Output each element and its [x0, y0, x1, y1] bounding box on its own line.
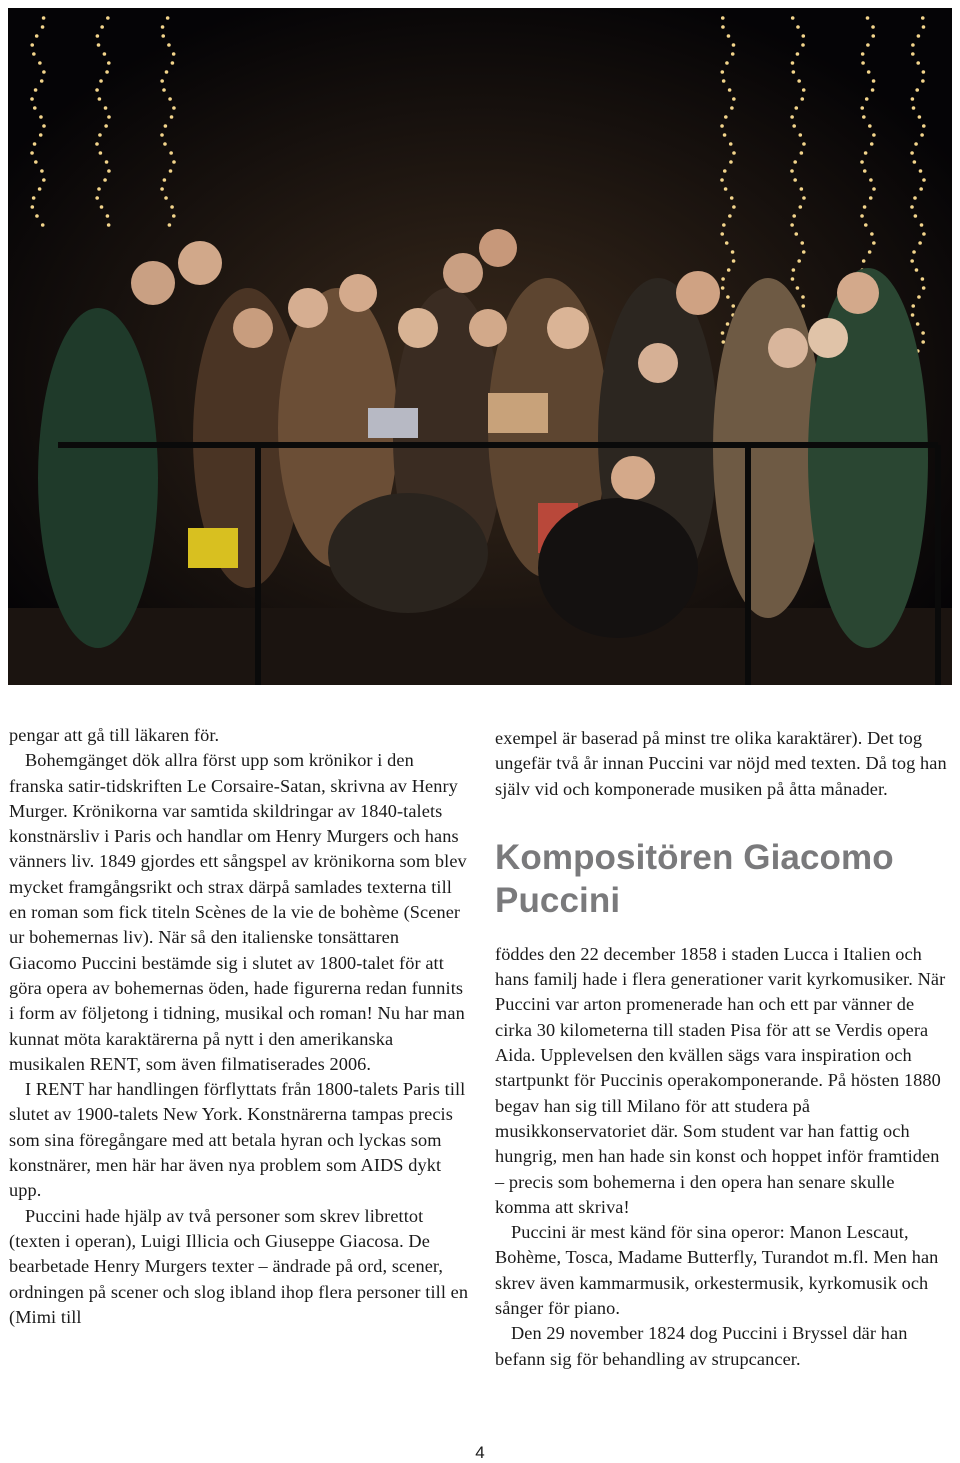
light-bulb [40, 169, 44, 173]
light-bulb [33, 106, 37, 110]
light-bulb [728, 214, 732, 218]
light-bulb [170, 205, 174, 209]
light-bulb [722, 223, 726, 227]
light-bulb [97, 43, 101, 47]
light-bulb [872, 133, 876, 137]
light-bulb [161, 34, 165, 38]
light-bulb [40, 79, 44, 83]
light-bulb [792, 214, 796, 218]
light-bulb [103, 52, 107, 56]
light-bulb [792, 70, 796, 74]
light-bulb [921, 79, 925, 83]
light-bulb [41, 223, 45, 227]
light-bulb [721, 286, 725, 290]
light-bulb [922, 70, 926, 74]
light-bulb [42, 124, 46, 128]
light-bulb [160, 187, 164, 191]
light-bulb [802, 88, 806, 92]
light-bulb [866, 43, 870, 47]
light-bulb [731, 304, 735, 308]
light-bulb [913, 196, 917, 200]
light-bulb [863, 205, 867, 209]
light-bulb [168, 223, 172, 227]
light-bulb [793, 160, 797, 164]
light-bulb [720, 70, 724, 74]
light-bulb [172, 214, 176, 218]
light-bulb [42, 178, 46, 182]
light-bulb [95, 88, 99, 92]
light-bulb [99, 151, 103, 155]
light-bulb [801, 304, 805, 308]
light-bulb [800, 187, 804, 191]
light-bulb [914, 214, 918, 218]
paragraph: pengar att gå till läkaren för. [9, 725, 220, 745]
light-bulb [163, 142, 167, 146]
light-bulb [721, 16, 725, 20]
light-bulb [727, 34, 731, 38]
opera-stage-photo [8, 8, 952, 685]
light-bulb [172, 52, 176, 56]
section-heading: Kompositören Giacomo Puccini [495, 837, 894, 920]
light-bulb [791, 277, 795, 281]
paragraph: föddes den 22 december 1858 i staden Lucca i Italien och hans familj hade i flera generationer varit kyrkomusiker. När Puccini var arton promenerade han och ett par vänner de cirka 30 kilometerna till staden Pisa för att se Verdis opera Aida. Upplevelsen den kvällen sägs vara inspiration och startpunkt för Puccinis operakomponerande. På hösten 1880 begav han sig till Milano för att studera på musikkonservatoriet där. Som student var han fattig och hungrig, men han hade sin konst och hoppet inför framtiden – precis som bohemerna i den opera han senare skulle komma att skriva! [495, 943, 946, 1217]
light-bulb [724, 187, 728, 191]
light-bulb [801, 295, 805, 299]
light-bulb [31, 205, 35, 209]
light-bulb [32, 196, 36, 200]
light-bulb [913, 160, 917, 164]
light-bulb [30, 43, 34, 47]
light-bulb [34, 160, 38, 164]
light-bulb [172, 106, 176, 110]
light-bulb [42, 70, 46, 74]
light-bulb [796, 52, 800, 56]
light-bulb [790, 169, 794, 173]
light-bulb [922, 25, 926, 29]
light-bulb [723, 169, 727, 173]
light-bulb [727, 268, 731, 272]
light-bulb [165, 70, 169, 74]
light-bulb [921, 16, 925, 20]
light-bulb [922, 178, 926, 182]
light-bulb [160, 79, 164, 83]
paragraph: Den 29 november 1824 dog Puccini i Bryssel där han befann sig för behandling av strupcancer. [495, 1323, 908, 1369]
light-bulb [792, 268, 796, 272]
light-bulb [33, 142, 37, 146]
light-bulb [164, 124, 168, 128]
light-bulb [799, 205, 803, 209]
light-bulb [162, 88, 166, 92]
light-bulb [161, 25, 165, 29]
paragraph: I RENT har handlingen förflyttats från 1800-talets Paris till slutet av 1900-talets New York. Konstnärerna tampas precis som sina föregångare med att betala hyran och lyckas som konstnärer, men här har även nya problem som AIDS dykt upp. [9, 1079, 466, 1201]
light-bulb [95, 196, 99, 200]
light-bulb [920, 133, 924, 137]
light-bulb [922, 286, 926, 290]
light-bulb [800, 151, 804, 155]
light-bulb [870, 232, 874, 236]
light-bulb [802, 250, 806, 254]
light-bulb [167, 43, 171, 47]
light-bulb [30, 151, 34, 155]
light-bulb [871, 25, 875, 29]
light-bulb [791, 61, 795, 65]
light-bulb [914, 142, 918, 146]
light-bulb [920, 223, 924, 227]
light-bulb [798, 133, 802, 137]
light-bulb [911, 97, 915, 101]
light-bulb [801, 43, 805, 47]
light-bulb [790, 115, 794, 119]
light-bulb [169, 151, 173, 155]
light-bulb [860, 160, 864, 164]
light-bulb [166, 16, 170, 20]
light-bulb [42, 16, 46, 20]
light-bulb [105, 160, 109, 164]
light-bulb [720, 124, 724, 128]
light-bulb [797, 79, 801, 83]
light-bulb [800, 241, 804, 245]
light-bulb [725, 241, 729, 245]
light-bulb [919, 169, 923, 173]
light-bulb [729, 142, 733, 146]
light-bulb [912, 106, 916, 110]
light-bulb [38, 61, 42, 65]
light-bulb [172, 160, 176, 164]
light-bulb [802, 196, 806, 200]
light-bulb [922, 232, 926, 236]
light-bulb [910, 151, 914, 155]
light-bulb [170, 115, 174, 119]
light-bulb [732, 151, 736, 155]
light-bulb [796, 286, 800, 290]
light-bulb [921, 331, 925, 335]
light-bulb [35, 214, 39, 218]
light-bulb [729, 160, 733, 164]
light-bulb [32, 52, 36, 56]
light-bulb [721, 340, 725, 344]
light-bulb [917, 34, 921, 38]
light-bulb [38, 187, 42, 191]
light-bulb [802, 142, 806, 146]
light-bulb [99, 79, 103, 83]
light-bulb [731, 250, 735, 254]
light-bulb [168, 97, 172, 101]
light-bulb [790, 223, 794, 227]
light-bulb [720, 232, 724, 236]
light-bulb [104, 106, 108, 110]
light-bulb [801, 34, 805, 38]
light-bulb [911, 313, 915, 317]
light-bulb [39, 133, 43, 137]
light-bulb [868, 124, 872, 128]
light-bulb [107, 61, 111, 65]
light-bulb [163, 178, 167, 182]
light-bulb [732, 97, 736, 101]
light-bulb [871, 88, 875, 92]
light-bulb [171, 61, 175, 65]
light-bulb [730, 196, 734, 200]
light-bulb [921, 277, 925, 281]
light-bulb [107, 223, 111, 227]
light-bulb [726, 295, 730, 299]
light-bulb [107, 169, 111, 173]
light-bulb [915, 88, 919, 92]
light-bulb [872, 187, 876, 191]
light-bulb [861, 52, 865, 56]
light-bulb [863, 169, 867, 173]
light-bulb [39, 115, 43, 119]
stage-illustration [8, 8, 952, 685]
light-bulb [861, 61, 865, 65]
light-bulb [732, 43, 736, 47]
light-bulb [724, 115, 728, 119]
light-bulb [917, 295, 921, 299]
light-bulb [100, 25, 104, 29]
light-bulb [911, 43, 915, 47]
light-bulb [105, 70, 109, 74]
light-bulb [721, 25, 725, 29]
light-bulb [160, 133, 164, 137]
light-bulb [862, 259, 866, 263]
light-bulb [100, 205, 104, 209]
light-bulb [922, 124, 926, 128]
light-bulb [864, 223, 868, 227]
light-bulb [870, 142, 874, 146]
light-bulb [98, 97, 102, 101]
light-bulb [911, 304, 915, 308]
light-bulb [866, 16, 870, 20]
light-bulb [864, 151, 868, 155]
light-bulb [918, 241, 922, 245]
light-bulb [97, 187, 101, 191]
light-bulb [107, 115, 111, 119]
paragraph: exempel är baserad på minst tre olika karaktärer). Det tog ungefär två år innan Puccini var nöjd med texten. Då tog han själv vid och komponerade musiken på åtta månader. [495, 728, 947, 799]
light-bulb [721, 277, 725, 281]
light-bulb [871, 34, 875, 38]
light-bulb [916, 322, 920, 326]
light-bulb [106, 16, 110, 20]
light-bulb [794, 106, 798, 110]
light-bulb [872, 79, 876, 83]
right-text-column [495, 726, 951, 1372]
light-bulb [96, 34, 100, 38]
light-bulb [910, 205, 914, 209]
light-bulb [103, 178, 107, 182]
light-bulb [921, 340, 925, 344]
light-bulb [791, 16, 795, 20]
light-bulb [862, 115, 866, 119]
page-number: 4 [475, 1443, 485, 1462]
light-bulb [792, 124, 796, 128]
light-bulb [800, 97, 804, 101]
light-bulb [104, 124, 108, 128]
paragraph: Puccini hade hjälp av två personer som skrev librettot (texten i operan), Luigi Illicia och Giuseppe Giacosa. De bearbetade Henry Murgers texter – ändrade på ord, scener, ordningen på scener och slog ibland ihop flera personer till en (Mimi till [9, 1205, 469, 1327]
light-bulb [911, 52, 915, 56]
light-bulb [916, 61, 920, 65]
light-bulb [41, 25, 45, 29]
light-bulb [30, 97, 34, 101]
light-bulb [860, 214, 864, 218]
light-bulb [797, 259, 801, 263]
light-bulb [732, 259, 736, 263]
light-bulb [731, 52, 735, 56]
light-bulb [794, 232, 798, 236]
paragraph: Puccini är mest känd för sina operor: Manon Lescaut, Bohème, Tosca, Madame Butterfly, Turandot m.fl. Men han skrev även kammarmusik, orkestermusik, kyrkomusik och sånger för piano. [495, 1222, 939, 1319]
light-bulb [732, 205, 736, 209]
light-bulb [918, 115, 922, 119]
light-bulb [868, 250, 872, 254]
paragraph: Bohemgänget dök allra först upp som krönikor i den franska satir-tidskriften Le Corsaire-Satan, skrivna av Henry Murger. Krönikorna var samtida skildringar av 1840-talets konstnärsliv i Paris och handlar om Henry Murgers och hans vänners liv. 1849 gjordes ett sångspel av krönikorna som blev mycket framgångsrikt och strax därpå samlades texterna till en roman som fick titeln Scènes de la vie de bohème (Scener ur bohemernas liv). När så den italienske tonsättaren Giacomo Puccini bestämde sig i slutet av 1800-talet för att göra opera av bohemernas öden, hade figurerna redan funnits i form av följetong i tidning, musikal och roman! Nu har man kunnat möta karaktärerna på nytt i den amerikanska musikalen RENT, som även filmatiserades 2006. [9, 750, 467, 1074]
light-bulb [793, 178, 797, 182]
light-bulb [869, 196, 873, 200]
light-bulb [865, 97, 869, 101]
light-bulb [725, 61, 729, 65]
light-bulb [796, 25, 800, 29]
light-bulb [728, 88, 732, 92]
light-bulb [912, 250, 916, 254]
light-bulb [869, 178, 873, 182]
light-bulb [35, 34, 39, 38]
light-bulb [910, 259, 914, 263]
light-bulb [169, 169, 173, 173]
light-bulb [164, 196, 168, 200]
light-bulb [720, 178, 724, 182]
light-bulb [95, 142, 99, 146]
light-bulb [34, 88, 38, 92]
left-text-column [9, 723, 471, 1330]
light-bulb [919, 187, 923, 191]
light-bulb [730, 106, 734, 110]
light-bulb [106, 214, 110, 218]
light-bulb [915, 268, 919, 272]
light-bulb [860, 106, 864, 110]
light-bulb [872, 241, 876, 245]
light-bulb [721, 331, 725, 335]
light-bulb [722, 79, 726, 83]
light-bulb [98, 133, 102, 137]
light-bulb [723, 133, 727, 137]
light-bulb [867, 70, 871, 74]
light-bulb [726, 322, 730, 326]
